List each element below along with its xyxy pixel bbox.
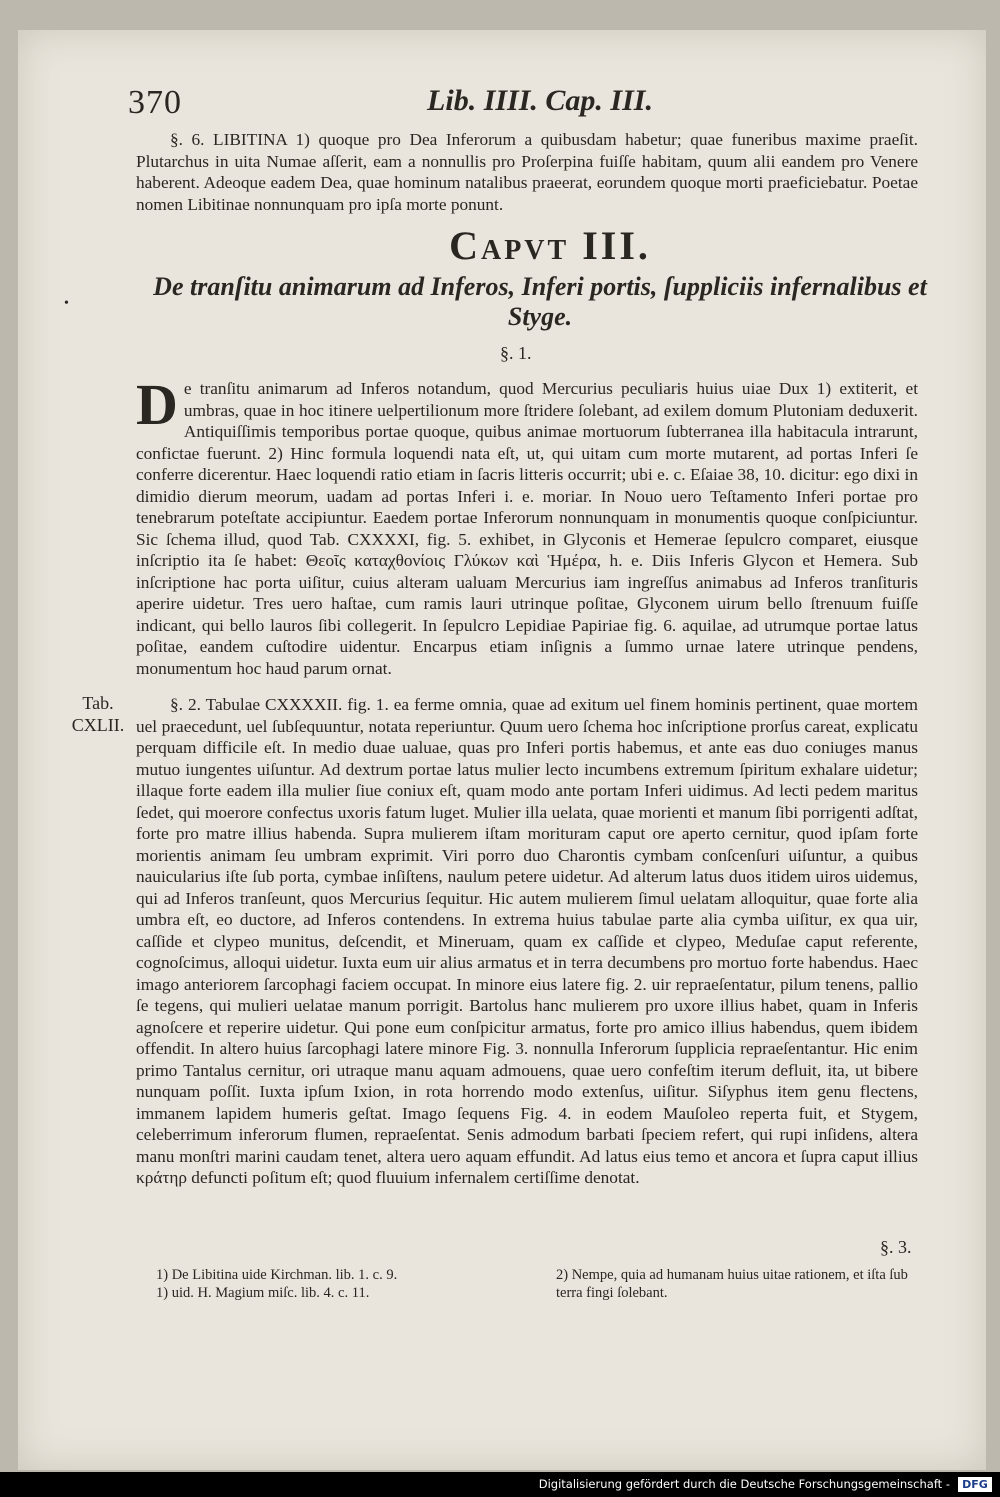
footnote-2: 2) Nempe, quia ad humanam huius uitae rationem, et iſta ſub terra fingi ſolebant. <box>556 1267 908 1301</box>
drop-cap: D <box>136 372 178 437</box>
margin-ref-number: CXLII. <box>71 715 125 735</box>
footnote-1: 1) De Libitina uide Kirchman. lib. 1. c. 9. <box>156 1267 398 1283</box>
chapter-title: Capvt III. <box>449 223 651 268</box>
page-number: 370 <box>128 84 182 121</box>
section-1-text: e tranſitu animarum ad Inferos notandum, quod Mercurius peculiaris huius uiae Dux 1) extiterit, et umbras, quae in hoc itinere uelpertilionum more ſtridere ſolebant, ad exilem domum Plutoniam deduxerit. Antiquiſſimis temporibus portae quoque, quibus animae mortuorum ſubterranea illa habitacula intrarunt, confictae fuerunt. 2) Hinc formula loquendi nata eſt, ut, qui uitam cum morte mutarent, ad portas Inferi ſe conferre dicerentur. Haec loquendi ratio etiam in ſacris litteris occurrit; ubi e. c. Eſaiae 38, 10. dicitur: ego dixi in dimidio dierum meorum, uadam ad portas Inferi i. e. moriar. In Nouo uero Teſtamento Inferi portae pro tenebrarum poteſtate accipiuntur. Eaedem portae Inferorum nonnunquam in monumentis quoque conſpiciuntur. Sic ſchema illud, quod Tab. CXXXXI, fig. 5. exhibet, in Glyconis et Hemerae ſepulcro comparet, eiusque inſcriptio ita ſe habet: Θεοῖς καταχθονίοις Γλύκων καὶ Ἡμέρα, h. e. Diis Inferis Glycon et Hemera. Sub inſcriptione hac porta uiſitur, cuius alteram ualuam Mercurius iam ingreſſus animabus ad Inferos tranſituris aperire uidetur. Tres uero haſtae, cum ramis lauri utrinque poſitae, Glyconem uirum bello ſtrenuum fuiſſe indicant, qui bello lauros ſibi collegerit. In ſepulcro Lepidiae Papiriae fig. 6. aquilae, ad utrumque portae latus poſitae, eandem cuſtodire uidentur. Encarpus etiam inſignis a ſummo urnae latere utrinque pendens, monumentum hoc haud parum ornat. <box>136 379 918 678</box>
margin-mark: • <box>64 296 69 311</box>
section-mark: §. 1. <box>500 343 532 363</box>
intro-paragraph <box>136 129 918 215</box>
footnotes-right <box>556 1266 938 1302</box>
chapter-subtitle: De tranſitu animarum ad Inferos, Inferi portis, ſuppliciis infernalibus et Styge. <box>153 272 927 331</box>
digitization-footer <box>0 1472 1000 1497</box>
section-2 <box>136 694 918 1189</box>
margin-ref-tab: Tab. <box>82 693 114 713</box>
catchword: §. 3. <box>880 1237 912 1257</box>
section-1 <box>136 372 918 679</box>
section-2-text: §. 2. Tabulae CXXXXII. fig. 1. ea ferme omnia, quae ad exitum uel finem hominis pertinent, quae mortem uel praecedunt, uel ſubſequuntur, notata reperiuntur. Quum uero ſchema hoc inſcriptione prorſus careat, explicatu perquam difficile eſt. In medio duae ualuae, quas pro Inferi portis habemus, et ante eas duo coniuges manus mutuo iungentes uiſuntur. Ad dextrum portae latus mulier lecto incumbens extremum ſpiritum exhalare uidetur; illaque forte eadem illa mulier ſiue coniux eſt, quam modo ante portam Inferi uidimus. Ad lecti pedem maritus ſedet, qui moerore confectus uxoris fatum luget. Mulier illa uelata, quae morienti et manum ſibi porrigenti adſtat, forte pro matre illius habenda. Supra mulierem iſtam morituram caput ore aperto cernitur, quod ipſam forte morientis animam ſeu umbram exprimit. Viri porro duo Charontis cymbam conſcenſuri uiſuntur, a quibus nauicularius iſte ſub porta, cymbae inſiſtens, naulum petere uidetur. Ad alterum latus duos itidem uiros uidemus, qui ad Inferos tranſeunt, quos Mercurius ſequitur. Hic autem mulierem ſimul uelatam alloquitur, quae forte alia umbra eſt, eo ductore, ad Inferos contendens. In extrema huius tabulae parte alia cymba uiſitur, ex qua uir, caſſide et clypeo munitus, deſcendit, et Mineruam, quam ex caſſide et clypeo, Meduſae caput referente, cognoſcimus, alloqui uidetur. Iuxta eum uir alius armatus et in terra decumbens pro mortuo forte habendus. Haec imago anteriorem ſarcophagi faciem occupat. In minore eius latere fig. 2. uir repraeſentatur, pilum tenens, pallio ſe tegens, qui mulieri uelatae manum porrigit. Bartolus hanc mulierem pro uxore illius habet, quam in Inferis agnoſcere et reperire uidetur. Qui pone eum conſpicitur armatus, forte pro amico illius habendus, quem ibidem offendit. In altero huius ſarcophagi latere minore Fig. 3. nonnulla Inferorum ſupplicia repraeſentantur. Hic enim primo Tantalus cernitur, ori utraque manu aquam admouens, quae uero confeſtim iterum defluit, ita, ut bibere nunquam poſſit. Iuxta ipſum Ixion, in rota horrendo modo extenſus, uiſitur. Siſyphus item genu flectens, immanem lapidem humeris geſtat. Imago ſequens Fig. 4. in eodem Mauſoleo reperta fuit, et Stygem, celeberrimum inferorum flumen, repraeſentat. Senis admodum barbati ſpeciem refert, qui rupi inſidens, altera manu monſtri marini caudam tenet, altera uero aquam effundit. Ad latus eius temo et ancora et ſupra caput illius κράτηρ defuncti poſitum eſt; quod fluuium infernalem certiſſime denotat. <box>136 695 918 1187</box>
dfg-logo: DFG <box>958 1477 992 1492</box>
footnote-1b: 1) uid. H. Magium miſc. lib. 4. c. 11. <box>156 1285 370 1301</box>
footnotes-left <box>156 1266 516 1302</box>
margin-reference <box>66 692 130 736</box>
paragraph-text: §. 6. LIBITINA 1) quoque pro Dea Inferorum a quibusdam habetur; quae funeribus maxime praeſit. Plutarchus in uita Numae aſſerit, eam a nonnullis pro Proſerpina fuiſſe habitam, quum alii eandem pro Venere haberent. Adeoque eadem Dea, quae hominum natalibus praeerat, eorundem quoque morti praeficiebatur. Poetae nomen Libitinae nonnunquam pro ipſa morte ponunt. <box>136 130 918 214</box>
running-head: Lib. IIII. Cap. III. <box>427 84 653 117</box>
footer-text: Digitalisierung gefördert durch die Deutsche Forschungsgemeinschaft - <box>538 1477 950 1491</box>
